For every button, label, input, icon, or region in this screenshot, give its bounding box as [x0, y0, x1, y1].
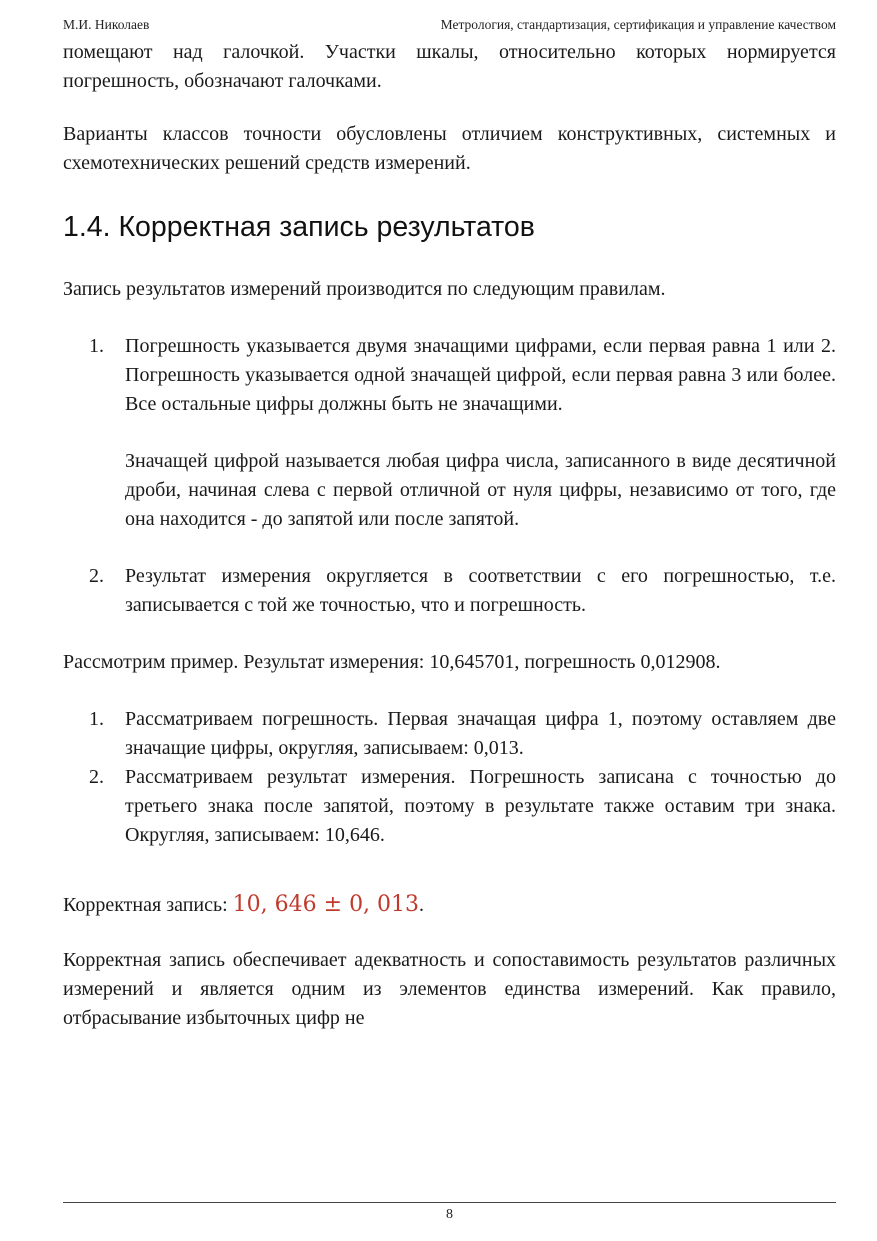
header-book-title: Метрология, стандартизация, сертификация и управление качеством — [440, 17, 836, 32]
list-number: 2. — [89, 565, 104, 587]
list-number: 1. — [89, 708, 104, 730]
paragraph-accuracy-classes: Варианты классов точности обусловлены отличием конструктивных, системных и схемотехнических решений средств измерений. — [63, 123, 836, 174]
step-text: Рассматриваем погрешность. Первая значащая цифра 1, поэтому оставляем две значащие цифры, округляя, записываем: 0,013. — [125, 708, 836, 759]
running-header — [63, 16, 836, 34]
list-number: 1. — [89, 335, 104, 357]
result-formula: 10, 646 ± 0, 013 — [232, 892, 420, 917]
document-page — [63, 0, 836, 1241]
formula-period: . — [419, 894, 425, 916]
closing-paragraph: Корректная запись обеспечивает адекватность и сопоставимость результатов различных измерений и является одним из элементов единства измерений. Как правило, отбрасывание избыточных цифр не — [63, 949, 836, 1029]
step-text: Рассматриваем результат измерения. Погрешность записана с точностью до третьего знака после запятой, поэтому в результате также оставим три знака. Округляя, записываем: 10,646. — [125, 766, 836, 846]
header-author: М.И. Николаев — [63, 17, 150, 32]
rule-text: Результат измерения округляется в соответствии с его погрешностью, т.е. записывается с той же точностью, что и погрешность. — [125, 565, 836, 616]
correct-notation-label: Корректная запись: — [63, 894, 233, 916]
page-content — [63, 38, 836, 1033]
rules-list — [63, 332, 836, 620]
rule-item-1 — [63, 332, 836, 534]
example-intro: Рассмотрим пример. Результат измерения: 10,645701, погрешность 0,012908. — [63, 651, 721, 673]
section-intro: Запись результатов измерений производится по следующим правилам. — [63, 278, 666, 300]
example-step-2 — [63, 763, 836, 850]
section-heading: 1.4. Корректная запись результатов — [63, 211, 535, 243]
rule-text: Погрешность указывается двумя значащими цифрами, если первая равна 1 или 2. Погрешность указывается одной значащей цифрой, если первая равна 3 или более. Все остальные цифры должны быть не значащими. — [125, 335, 836, 415]
footer-divider — [63, 1202, 836, 1203]
list-number: 2. — [89, 766, 104, 788]
correct-notation-line — [63, 890, 836, 920]
paragraph-continuation: помещают над галочкой. Участки шкалы, относительно которых нормируется погрешность, обозначают галочками. — [63, 41, 836, 92]
example-steps-list — [63, 705, 836, 850]
rule-item-2 — [63, 562, 836, 620]
page-number: 8 — [446, 1207, 453, 1222]
example-step-1 — [63, 705, 836, 763]
rule-note: Значащей цифрой называется любая цифра числа, записанного в виде десятичной дроби, начиная слева с первой отличной от нуля цифры, независимо от того, где она находится - до запятой или после запятой. — [125, 450, 836, 530]
